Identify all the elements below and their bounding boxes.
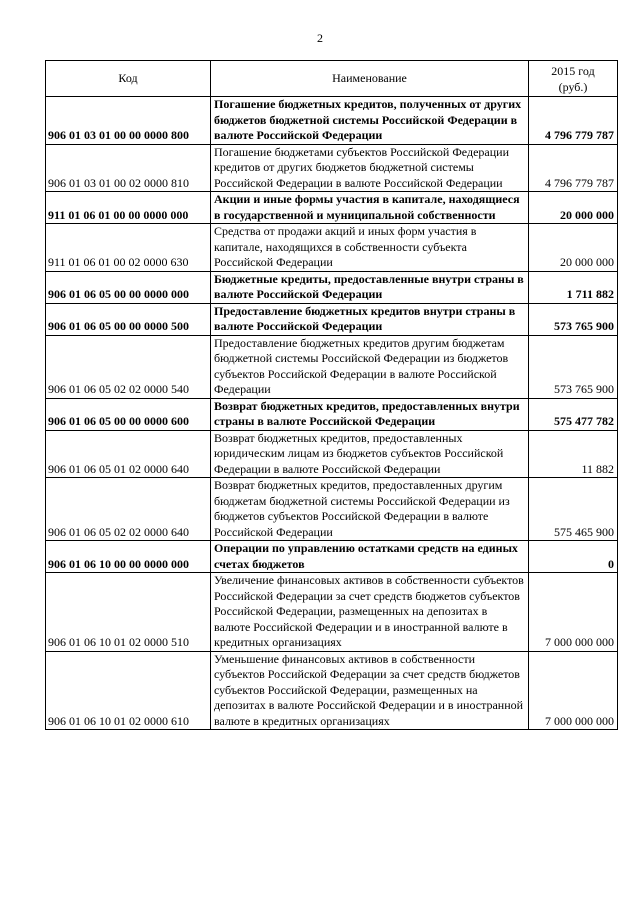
row-amount: 573 765 900 (529, 303, 618, 335)
row-name: Акции и иные формы участия в капитале, находящиеся в государственной и муниципальной собственности (211, 192, 529, 224)
row-code: 906 01 06 05 02 02 0000 640 (46, 478, 211, 541)
table-row (46, 430, 618, 478)
row-code: 906 01 03 01 00 00 0000 800 (46, 97, 211, 145)
row-amount: 573 765 900 (529, 335, 618, 398)
row-name: Возврат бюджетных кредитов, предоставленных внутри страны в валюте Российской Федерации (211, 398, 529, 430)
header-year-title: 2015 год (551, 63, 595, 78)
row-name: Погашение бюджетных кредитов, полученных от других бюджетов бюджетной системы Российской Федерации в валюте Российской Федерации (211, 97, 529, 145)
row-amount: 7 000 000 000 (529, 573, 618, 652)
table-header-row (46, 61, 618, 97)
table-row (46, 573, 618, 652)
header-name: Наименование (211, 61, 529, 97)
row-amount: 11 882 (529, 430, 618, 478)
header-year-unit: (руб.) (558, 79, 588, 94)
table-row (46, 97, 618, 145)
table-row (46, 192, 618, 224)
row-code: 906 01 06 05 00 00 0000 500 (46, 303, 211, 335)
row-amount: 4 796 779 787 (529, 97, 618, 145)
table-row (46, 478, 618, 541)
row-amount: 575 465 900 (529, 478, 618, 541)
row-amount: 1 711 882 (529, 271, 618, 303)
table-body (46, 97, 618, 730)
header-code: Код (46, 61, 211, 97)
row-code: 906 01 06 05 00 00 0000 600 (46, 398, 211, 430)
row-code: 906 01 03 01 00 02 0000 810 (46, 144, 211, 192)
row-name: Операции по управлению остатками средств на единых счетах бюджетов (211, 541, 529, 573)
row-code: 906 01 06 05 02 02 0000 540 (46, 335, 211, 398)
row-name: Возврат бюджетных кредитов, предоставленных другим бюджетам бюджетной системы Российской Федерации из бюджетов субъектов Российской Федерации в валюте Российской Федерации (211, 478, 529, 541)
table-row (46, 335, 618, 398)
row-name: Уменьшение финансовых активов в собственности субъектов Российской Федерации за счет средств бюджетов субъектов Российской Федерации, размещенных на депозитах в валюте Российской Федерации и в иностранной валюте в кредитных организациях (211, 651, 529, 730)
row-code: 906 01 06 10 01 02 0000 510 (46, 573, 211, 652)
row-amount: 20 000 000 (529, 224, 618, 272)
row-name: Средства от продажи акций и иных форм участия в капитале, находящихся в собственности субъекта Российской Федерации (211, 224, 529, 272)
page-number: 2 (317, 31, 323, 45)
table-row (46, 541, 618, 573)
row-amount: 7 000 000 000 (529, 651, 618, 730)
row-amount: 0 (529, 541, 618, 573)
row-code: 906 01 06 10 00 00 0000 000 (46, 541, 211, 573)
row-name: Предоставление бюджетных кредитов другим бюджетам бюджетной системы Российской Федерации из бюджетов субъектов Российской Федерации в валюте Российской Федерации (211, 335, 529, 398)
table-row (46, 271, 618, 303)
row-amount: 4 796 779 787 (529, 144, 618, 192)
row-amount: 20 000 000 (529, 192, 618, 224)
budget-sources-table (45, 60, 618, 730)
row-amount: 575 477 782 (529, 398, 618, 430)
row-name: Возврат бюджетных кредитов, предоставленных юридическим лицам из бюджетов субъектов Российской Федерации в валюте Российской Федерации (211, 430, 529, 478)
table-row (46, 224, 618, 272)
row-code: 911 01 06 01 00 02 0000 630 (46, 224, 211, 272)
row-name: Погашение бюджетами субъектов Российской Федерации кредитов от других бюджетов бюджетной системы Российской Федерации в валюте Российской Федерации (211, 144, 529, 192)
table-row (46, 398, 618, 430)
row-name: Увеличение финансовых активов в собственности субъектов Российской Федерации за счет средств бюджетов субъектов Российской Федерации, размещенных на депозитах в валюте Российской Федерации и в иностранной валюте в кредитных организациях (211, 573, 529, 652)
row-code: 906 01 06 05 01 02 0000 640 (46, 430, 211, 478)
row-code: 906 01 06 10 01 02 0000 610 (46, 651, 211, 730)
row-name: Предоставление бюджетных кредитов внутри страны в валюте Российской Федерации (211, 303, 529, 335)
row-name: Бюджетные кредиты, предоставленные внутри страны в валюте Российской Федерации (211, 271, 529, 303)
table-row (46, 303, 618, 335)
table-row (46, 144, 618, 192)
table-row (46, 651, 618, 730)
row-code: 911 01 06 01 00 00 0000 000 (46, 192, 211, 224)
row-code: 906 01 06 05 00 00 0000 000 (46, 271, 211, 303)
header-year (529, 61, 618, 97)
